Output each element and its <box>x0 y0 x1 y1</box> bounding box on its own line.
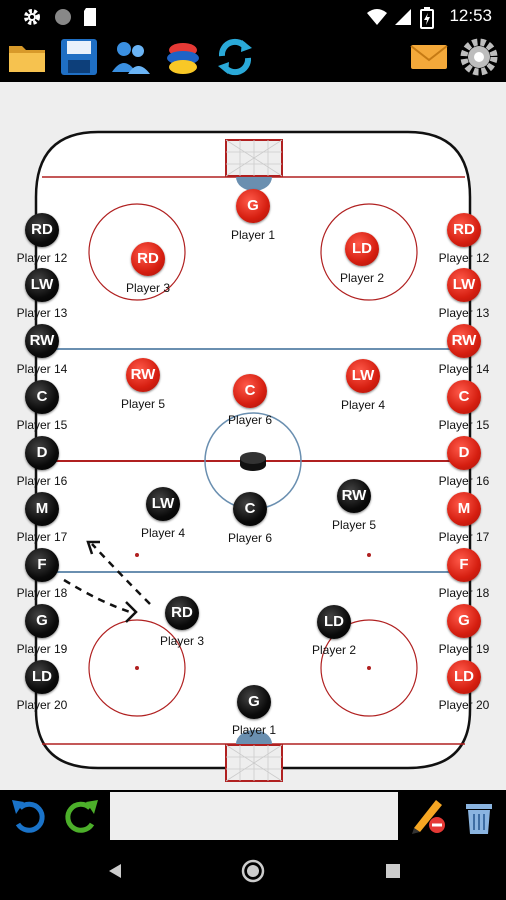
label-red-c: Player 6 <box>227 413 273 427</box>
label-left-m: Player 17 <box>16 530 68 544</box>
wifi-icon <box>366 7 388 27</box>
pencil-eraser-icon[interactable] <box>406 794 448 836</box>
token-black-lw[interactable]: LW <box>146 487 180 521</box>
home-icon[interactable] <box>240 858 266 884</box>
token-right-rd[interactable]: RD <box>447 213 481 247</box>
label-right-lw: Player 13 <box>438 306 490 320</box>
label-left-rd: Player 12 <box>16 251 68 265</box>
label-left-rw: Player 14 <box>16 362 68 376</box>
back-icon[interactable] <box>106 862 124 880</box>
label-black-lw: Player 4 <box>140 526 186 540</box>
sd-card-icon <box>82 7 98 27</box>
token-right-m[interactable]: M <box>447 492 481 526</box>
token-red-c[interactable]: C <box>233 374 267 408</box>
token-left-ld[interactable]: LD <box>25 660 59 694</box>
label-left-lw: Player 13 <box>16 306 68 320</box>
token-red-lw[interactable]: LW <box>346 359 380 393</box>
label-red-g: Player 1 <box>230 228 276 242</box>
token-left-rw[interactable]: RW <box>25 324 59 358</box>
token-red-rd[interactable]: RD <box>131 242 165 276</box>
token-left-m[interactable]: M <box>25 492 59 526</box>
token-right-g[interactable]: G <box>447 604 481 638</box>
users-icon[interactable] <box>110 36 152 78</box>
token-left-f[interactable]: F <box>25 548 59 582</box>
token-right-lw[interactable]: LW <box>447 268 481 302</box>
token-right-c[interactable]: C <box>447 380 481 414</box>
undo-icon[interactable] <box>8 794 50 836</box>
label-red-ld: Player 2 <box>339 271 385 285</box>
settings-icon[interactable] <box>458 36 500 78</box>
label-right-f: Player 18 <box>438 586 490 600</box>
token-red-ld[interactable]: LD <box>345 232 379 266</box>
save-icon[interactable] <box>58 36 100 78</box>
label-left-ld: Player 20 <box>16 698 68 712</box>
label-black-g: Player 1 <box>231 723 277 737</box>
token-black-rw[interactable]: RW <box>337 479 371 513</box>
record-icon <box>53 7 73 27</box>
token-left-g[interactable]: G <box>25 604 59 638</box>
bottom-bar <box>0 790 506 842</box>
status-bar <box>0 0 506 32</box>
redo-icon[interactable] <box>60 794 102 836</box>
formation-icon[interactable] <box>162 36 204 78</box>
folder-icon[interactable] <box>6 36 48 78</box>
token-black-c[interactable]: C <box>233 492 267 526</box>
puck-icon[interactable] <box>240 452 266 471</box>
label-right-c: Player 15 <box>438 418 490 432</box>
token-right-rw[interactable]: RW <box>447 324 481 358</box>
token-left-c[interactable]: C <box>25 380 59 414</box>
status-time: 12:53 <box>449 6 492 25</box>
rink-board[interactable] <box>0 82 506 790</box>
token-left-d[interactable]: D <box>25 436 59 470</box>
label-black-c: Player 6 <box>227 531 273 545</box>
label-red-rw: Player 5 <box>120 397 166 411</box>
token-red-rw[interactable]: RW <box>126 358 160 392</box>
label-black-rw: Player 5 <box>331 518 377 532</box>
label-left-c: Player 15 <box>16 418 68 432</box>
label-left-g: Player 19 <box>16 642 68 656</box>
label-red-lw: Player 4 <box>340 398 386 412</box>
label-right-rd: Player 12 <box>438 251 490 265</box>
nav-bar <box>0 842 506 900</box>
label-black-ld: Player 2 <box>311 643 357 657</box>
token-right-d[interactable]: D <box>447 436 481 470</box>
token-left-rd[interactable]: RD <box>25 213 59 247</box>
refresh-icon[interactable] <box>214 36 256 78</box>
recents-icon[interactable] <box>384 862 402 880</box>
label-left-f: Player 18 <box>16 586 68 600</box>
token-right-f[interactable]: F <box>447 548 481 582</box>
label-right-ld: Player 20 <box>438 698 490 712</box>
label-red-rd: Player 3 <box>125 281 171 295</box>
gear-icon <box>22 7 42 27</box>
token-red-g[interactable]: G <box>236 189 270 223</box>
token-left-lw[interactable]: LW <box>25 268 59 302</box>
token-right-ld[interactable]: LD <box>447 660 481 694</box>
label-right-m: Player 17 <box>438 530 490 544</box>
token-black-ld[interactable]: LD <box>317 605 351 639</box>
email-icon[interactable] <box>408 36 450 78</box>
battery-charging-icon <box>420 7 434 29</box>
token-black-g[interactable]: G <box>237 685 271 719</box>
label-black-rd: Player 3 <box>159 634 205 648</box>
label-left-d: Player 16 <box>16 474 68 488</box>
notes-input[interactable] <box>110 792 398 840</box>
label-right-g: Player 19 <box>438 642 490 656</box>
toolbar <box>0 32 506 82</box>
trash-icon[interactable] <box>458 794 500 836</box>
label-right-rw: Player 14 <box>438 362 490 376</box>
label-right-d: Player 16 <box>438 474 490 488</box>
token-black-rd[interactable]: RD <box>165 596 199 630</box>
signal-icon <box>394 7 412 27</box>
